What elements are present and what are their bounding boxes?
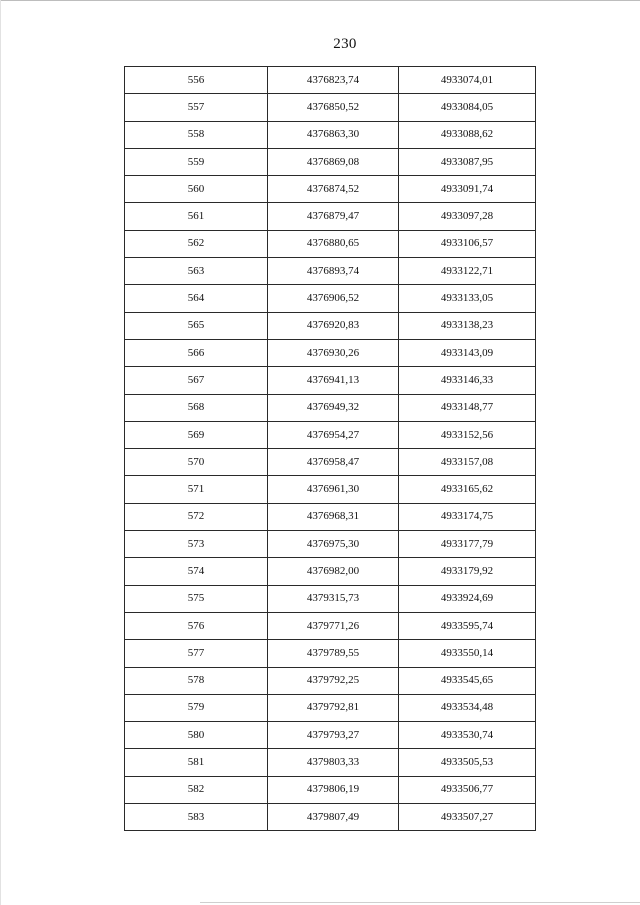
y-coordinate-cell: 4933074,01	[399, 67, 536, 94]
y-coordinate-cell: 4933924,69	[399, 585, 536, 612]
y-coordinate-cell: 4933530,74	[399, 722, 536, 749]
point-number-cell: 557	[125, 94, 268, 121]
table-row	[125, 94, 536, 121]
table-row	[125, 667, 536, 694]
x-coordinate-cell: 4376880,65	[268, 230, 399, 257]
y-coordinate-cell: 4933550,14	[399, 640, 536, 667]
x-coordinate-cell: 4376930,26	[268, 339, 399, 366]
table-row	[125, 449, 536, 476]
table-row	[125, 776, 536, 803]
x-coordinate-cell: 4376968,31	[268, 503, 399, 530]
point-number-cell: 578	[125, 667, 268, 694]
point-number-cell: 570	[125, 449, 268, 476]
y-coordinate-cell: 4933088,62	[399, 121, 536, 148]
y-coordinate-cell: 4933545,65	[399, 667, 536, 694]
table-row	[125, 640, 536, 667]
y-coordinate-cell: 4933534,48	[399, 694, 536, 721]
y-coordinate-cell: 4933097,28	[399, 203, 536, 230]
x-coordinate-cell: 4379792,25	[268, 667, 399, 694]
point-number-cell: 559	[125, 148, 268, 175]
point-number-cell: 564	[125, 285, 268, 312]
table-row	[125, 367, 536, 394]
point-number-cell: 582	[125, 776, 268, 803]
y-coordinate-cell: 4933177,79	[399, 531, 536, 558]
x-coordinate-cell: 4379806,19	[268, 776, 399, 803]
x-coordinate-cell: 4379793,27	[268, 722, 399, 749]
y-coordinate-cell: 4933122,71	[399, 258, 536, 285]
x-coordinate-cell: 4379315,73	[268, 585, 399, 612]
x-coordinate-cell: 4376920,83	[268, 312, 399, 339]
x-coordinate-cell: 4379771,26	[268, 612, 399, 639]
table-row	[125, 804, 536, 831]
y-coordinate-cell: 4933143,09	[399, 339, 536, 366]
table-row	[125, 339, 536, 366]
table-row	[125, 312, 536, 339]
y-coordinate-cell: 4933087,95	[399, 148, 536, 175]
point-number-cell: 574	[125, 558, 268, 585]
table-row	[125, 258, 536, 285]
y-coordinate-cell: 4933152,56	[399, 421, 536, 448]
table-row	[125, 558, 536, 585]
y-coordinate-cell: 4933165,62	[399, 476, 536, 503]
point-number-cell: 577	[125, 640, 268, 667]
x-coordinate-cell: 4376949,32	[268, 394, 399, 421]
point-number-cell: 568	[125, 394, 268, 421]
point-number-cell: 573	[125, 531, 268, 558]
x-coordinate-cell: 4379789,55	[268, 640, 399, 667]
x-coordinate-cell: 4376869,08	[268, 148, 399, 175]
y-coordinate-cell: 4933148,77	[399, 394, 536, 421]
x-coordinate-cell: 4379792,81	[268, 694, 399, 721]
x-coordinate-cell: 4376906,52	[268, 285, 399, 312]
table-row	[125, 585, 536, 612]
y-coordinate-cell: 4933138,23	[399, 312, 536, 339]
table-row	[125, 230, 536, 257]
y-coordinate-cell: 4933084,05	[399, 94, 536, 121]
table-row	[125, 503, 536, 530]
x-coordinate-cell: 4376941,13	[268, 367, 399, 394]
table-row	[125, 285, 536, 312]
x-coordinate-cell: 4376954,27	[268, 421, 399, 448]
x-coordinate-cell: 4376879,47	[268, 203, 399, 230]
table-row	[125, 694, 536, 721]
y-coordinate-cell: 4933179,92	[399, 558, 536, 585]
table-row	[125, 148, 536, 175]
x-coordinate-cell: 4376850,52	[268, 94, 399, 121]
point-number-cell: 562	[125, 230, 268, 257]
point-number-cell: 561	[125, 203, 268, 230]
point-number-cell: 566	[125, 339, 268, 366]
y-coordinate-cell: 4933505,53	[399, 749, 536, 776]
point-number-cell: 583	[125, 804, 268, 831]
table-row	[125, 476, 536, 503]
table-row	[125, 121, 536, 148]
x-coordinate-cell: 4376823,74	[268, 67, 399, 94]
point-number-cell: 560	[125, 176, 268, 203]
table-row	[125, 203, 536, 230]
x-coordinate-cell: 4376958,47	[268, 449, 399, 476]
y-coordinate-cell: 4933507,27	[399, 804, 536, 831]
point-number-cell: 567	[125, 367, 268, 394]
x-coordinate-cell: 4376961,30	[268, 476, 399, 503]
x-coordinate-cell: 4376975,30	[268, 531, 399, 558]
point-number-cell: 580	[125, 722, 268, 749]
point-number-cell: 575	[125, 585, 268, 612]
x-coordinate-cell: 4376893,74	[268, 258, 399, 285]
y-coordinate-cell: 4933091,74	[399, 176, 536, 203]
point-number-cell: 571	[125, 476, 268, 503]
y-coordinate-cell: 4933506,77	[399, 776, 536, 803]
point-number-cell: 581	[125, 749, 268, 776]
table-row	[125, 421, 536, 448]
table-row	[125, 722, 536, 749]
point-number-cell: 579	[125, 694, 268, 721]
y-coordinate-cell: 4933174,75	[399, 503, 536, 530]
point-number-cell: 558	[125, 121, 268, 148]
y-coordinate-cell: 4933595,74	[399, 612, 536, 639]
table-row	[125, 612, 536, 639]
y-coordinate-cell: 4933146,33	[399, 367, 536, 394]
table-row	[125, 176, 536, 203]
x-coordinate-cell: 4379807,49	[268, 804, 399, 831]
point-number-cell: 572	[125, 503, 268, 530]
point-number-cell: 565	[125, 312, 268, 339]
point-number-cell: 563	[125, 258, 268, 285]
table-row	[125, 67, 536, 94]
table-row	[125, 531, 536, 558]
table-row	[125, 749, 536, 776]
x-coordinate-cell: 4376982,00	[268, 558, 399, 585]
coordinates-table	[124, 66, 536, 831]
page-number: 230	[333, 36, 357, 52]
scan-edge-bottom	[200, 902, 640, 903]
scan-edge-left	[0, 0, 1, 905]
y-coordinate-cell: 4933157,08	[399, 449, 536, 476]
table-row	[125, 394, 536, 421]
point-number-cell: 569	[125, 421, 268, 448]
point-number-cell: 556	[125, 67, 268, 94]
point-number-cell: 576	[125, 612, 268, 639]
x-coordinate-cell: 4376863,30	[268, 121, 399, 148]
y-coordinate-cell: 4933133,05	[399, 285, 536, 312]
scan-edge-top	[0, 0, 640, 1]
x-coordinate-cell: 4379803,33	[268, 749, 399, 776]
x-coordinate-cell: 4376874,52	[268, 176, 399, 203]
y-coordinate-cell: 4933106,57	[399, 230, 536, 257]
coordinates-table-body	[125, 67, 536, 831]
